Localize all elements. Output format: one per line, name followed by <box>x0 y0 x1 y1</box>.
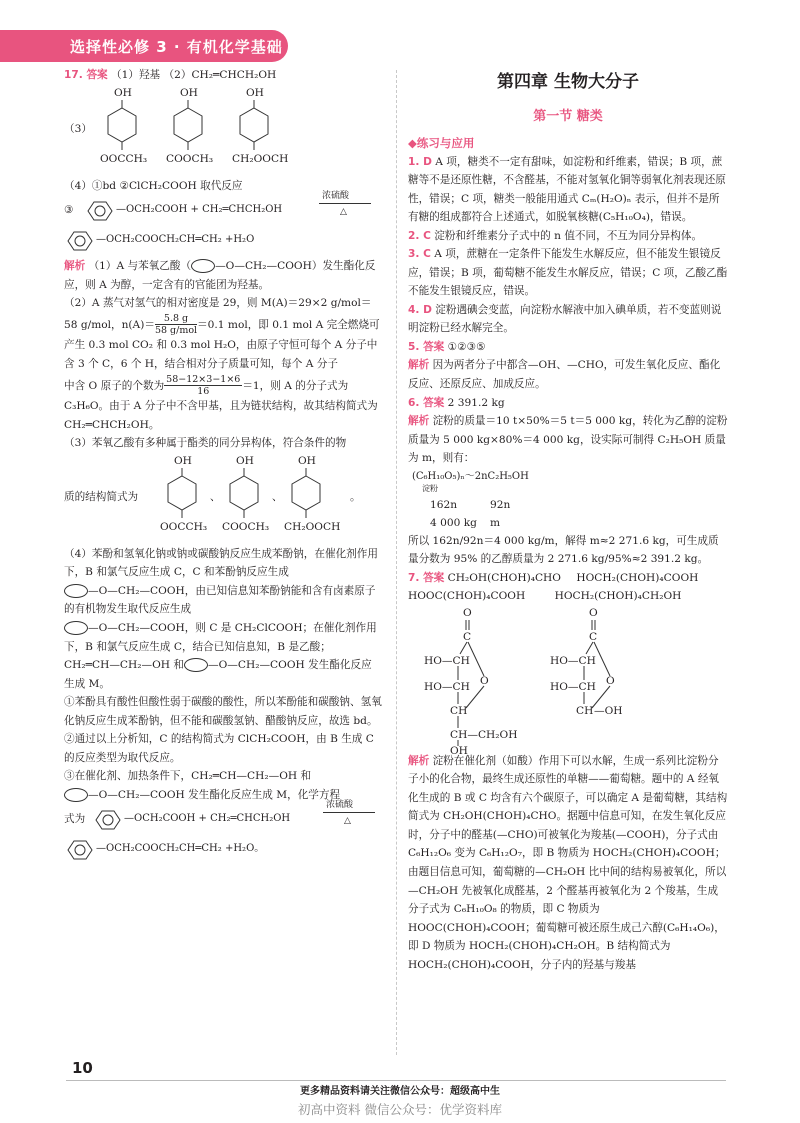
iso2-top: OH <box>236 454 254 467</box>
sep1: 、 <box>210 490 221 503</box>
eq1-right: —OCH₂COOCH₂CH═CH₂ +H₂O <box>96 234 255 246</box>
struct3-top: OH <box>246 86 264 99</box>
exp1b: —O—CH₂—COOH）发生酯化反应，则 A 为醇，一定含有的官能团为羟基。 <box>64 260 376 291</box>
benzene-icon <box>64 788 88 802</box>
carbonyl-o: O <box>463 606 472 619</box>
q17-tag: 17. 答案 <box>64 69 108 81</box>
ho-ch-4: HO—CH <box>550 680 596 693</box>
equation-1 <box>64 191 382 225</box>
eq2-cond-bot: △ <box>344 816 351 827</box>
eq2-left: —OCH₂COOH + CH₂═CHCH₂OH <box>124 813 291 825</box>
footer-line-2: 初高中资料 微信公众号：优学资料库 <box>298 1102 502 1117</box>
frac-den: 16 <box>197 385 210 397</box>
iso3-bot: CH₂OOCH <box>284 520 341 533</box>
footer-line-1: 更多精品资料请关注微信公众号：超级高中生 <box>300 1086 500 1097</box>
exp4a: （4）苯酚和氢氧化钠或钠或碳酸钠反应生成苯酚钠，在催化剂作用下，B 和氯气反应生成 C，C 和苯酚钠反应生成 <box>64 547 378 579</box>
struct2-top: OH <box>180 86 198 99</box>
q5-tag: 5. 答案 <box>408 340 445 353</box>
q6-exp: 淀粉的质量＝10 t×50%＝5 t＝5 000 kg，转化为乙醇的淀粉质量为 5 000 kg×80%＝4 000 kg，设实际可制得 C₂H₅OH 质量为 m，则有： <box>408 415 728 465</box>
eq1-left: —OCH₂COOH + CH₂═CHCH₂OH <box>116 204 283 216</box>
q5-answer: ①②③⑤ <box>447 340 486 353</box>
fraction-o <box>164 374 242 398</box>
benzene-icon <box>64 584 88 598</box>
lactone-structures <box>408 606 728 757</box>
q6-m: m <box>490 516 501 529</box>
exp2d-1: 中含 O 原子的个数为 <box>64 379 165 392</box>
left-column <box>64 66 382 1056</box>
carbonyl-c-2: C <box>589 630 598 643</box>
fraction-n <box>155 313 197 337</box>
exp3-structures <box>64 456 382 542</box>
struct1-bot: OOCCH₃ <box>100 152 148 165</box>
section-title: 第一节 糖类 <box>533 108 603 124</box>
carbonyl-o-2: O <box>589 606 598 619</box>
exp3: （3）苯氧乙酸有多种属于酯类的同分异构体，符合条件的物 <box>64 437 347 450</box>
iso1-top: OH <box>174 454 192 467</box>
exp2b-1: 58 g/mol，n(A)＝ <box>64 318 155 331</box>
q6-exp-tag: 解析 <box>408 415 430 428</box>
frac-den: 58 g/mol <box>154 325 198 337</box>
eq1-cond-top: 浓硫酸 <box>322 191 350 202</box>
exp2c: 产生 0.3 mol CO₂ 和 0.3 mol H₂O，由原子守恒可每个 A 分子中含 3 个 C，6 个 H，结合相对分子质量可知，每个 A 分子 <box>64 339 378 370</box>
iso-end: 。 <box>350 490 361 503</box>
q7-b: HOCH₂(CHOH)₄COOH <box>576 571 699 584</box>
q5-exp: 因为两者分子中都含—OH、—CHO，可发生氧化反应、酯化反应、还原反应、加成反应。 <box>408 359 721 390</box>
eq2-cond-top: 浓硫酸 <box>326 800 354 811</box>
right-column <box>408 66 728 1056</box>
q4-tag: 4. D <box>408 303 432 316</box>
q7-tag: 7. 答案 <box>408 571 445 584</box>
q3-tag: 3. C <box>408 248 431 261</box>
ring2-ch-oh: —OH <box>594 704 623 717</box>
q1-text: A 项，糖类不一定有甜味，如淀粉和纤维素，错误；B 项，蔗糖等不是还原性糖，不含醛基，不能对氢氧化铜等弱氧化剂表现还原性，错误；C 项，糖类一般能用通式 Cₘ(H₂O)ₙ 表示，但并不是所有糖的组成都符合上述通式，如脱氧核糖(C₅H₁₀O₄)，错误。 <box>408 155 726 224</box>
q17-part4: （4）①bd ②ClCH₂COOH 取代反应 <box>64 179 243 192</box>
iso3-top: OH <box>298 454 316 467</box>
exp4b: —O—CH₂—COOH，由已知信息知苯酚钠能和含有卤素原子的有机物发生取代反应生成 <box>64 584 376 616</box>
oh-bottom: OH <box>450 744 468 757</box>
q6-92: 92n <box>490 498 511 511</box>
ho-ch-3: HO—CH <box>550 654 596 667</box>
exp4g: ②通过以上分析知，C 的结构简式为 ClCH₂COOH，由 B 生成 C 的反应类型为取代反应。 <box>64 733 374 764</box>
equation-1-product <box>64 227 382 255</box>
ho-ch-1: HO—CH <box>424 654 470 667</box>
exp2b-2: ＝0.1 mol，即 0.1 mol A 完全燃烧可 <box>197 318 380 331</box>
q7-exp: 淀粉在催化剂（如酸）作用下可以水解，生成一系列比淀粉分子小的化合物，最终生成还原性的单糖——葡萄糖。题中的 A 经氧化生成的 B 或 C 均含有六个碳原子，可以确定 A 是葡萄糖，其结构简式为 CH₂OH(CHOH)₄CHO。据题中信息可知，在发生氧化反应时，分子中的醛基(—CHO)可被氧化为羧基(—COOH)，分子式由 C₆H₁₂O₆ 变为 C₆H₁₂O₇，即 B 物质为 HOCH₂(CHOH)₄COOH；由题目信息可知，葡萄糖的—CH₂OH 比中间的结构易被氧化，所以—CH₂OH 先被氧化成醛基，2 个醛基再被氧化为 2 个羧基，生成分子式为 C₆H₁₀O₈ 的物质，即 C 物质为 HOOC(CHOH)₄COOH；葡萄糖可被还原生成己六醇(C₆H₁₄O₆)，即 D 物质为 HOCH₂(CHOH)₄CH₂OH。B 结构简式为 HOCH₂(CHOH)₄COOH，分子内的羟基与羧基 <box>408 754 728 971</box>
q3-text: A 项，蔗糖在一定条件下能发生水解反应，但不能发生银镜反应，错误；B 项，葡萄糖不能发生水解反应，错误；C 项，乙酸乙酯不能发生银镜反应，错误。 <box>408 248 728 298</box>
q1-tag: 1. D <box>408 155 432 168</box>
exp4f: ①苯酚具有酸性但酸性弱于碳酸的酸性，所以苯酚能和碳酸钠、氢氧化钠反应生成苯酚钠，但不能和碳酸氢钠、醋酸钠反应，故选 bd。 <box>64 696 382 727</box>
exp2e: C₃H₆O。由于 A 分子中不含甲基，且为链状结构，故其结构简式为 CH₂═CHCH₂OH。 <box>64 400 378 431</box>
frac-num: 5.8 g <box>155 313 197 325</box>
exp4j: 式为 <box>64 813 86 826</box>
eq2-arrow <box>323 812 375 813</box>
benzene-icon <box>184 658 208 672</box>
exp4c: —O—CH₂—COOH，则 C 是 CH₂ClCOOH；在催化剂作用下，B 和氯气反应生成 C，结合已知信息知，B 是乙酸； <box>64 622 377 653</box>
chapter-title: 第四章 生物大分子 <box>497 72 639 92</box>
header-title: 选择性必修 3 · 有机化学基础 <box>70 38 283 56</box>
benzene-icon <box>84 200 118 222</box>
q7-c: HOOC(CHOH)₄COOH <box>408 590 526 603</box>
ho-ch-2: HO—CH <box>424 680 470 693</box>
frac-num: 58−12×3−1×6 <box>166 373 241 385</box>
q7-d: HOCH₂(CHOH)₄CH₂OH <box>554 590 682 603</box>
q6-4000: 4 000 kg <box>430 516 477 529</box>
q17-part3-label: （3） <box>64 122 92 135</box>
exp4h: ③在催化剂、加热条件下，CH₂═CH—CH₂—OH 和 <box>64 770 312 783</box>
carbonyl-c: C <box>463 630 472 643</box>
iso2-bot: COOCH₃ <box>222 520 270 533</box>
eq1-cond-bot: △ <box>340 207 347 218</box>
page-number: 10 <box>72 1059 93 1077</box>
q6-rel: (C₆H₁₀O₅)ₙ～2nC₂H₅OH <box>412 470 529 482</box>
q6-rel-sub: 淀粉 <box>422 483 438 493</box>
eq1-arrow <box>319 203 371 204</box>
struct3-bot: CH₂OOCH <box>232 152 289 165</box>
benzene-icon <box>92 809 126 831</box>
column-divider <box>396 70 397 1055</box>
q6-relation <box>408 468 728 532</box>
exp-tag: 解析 <box>64 260 86 273</box>
exp3b: 质的结构简式为 <box>64 490 139 503</box>
q6-162: 162n <box>430 498 458 511</box>
eq2-right: —OCH₂COOCH₂CH═CH₂ +H₂O。 <box>96 843 265 855</box>
benzene-icon <box>64 621 88 635</box>
q17-part1: （1）羟基 （2）CH₂═CHCH₂OH <box>111 69 277 81</box>
ring2-ch: CH <box>576 704 594 717</box>
footer-rule <box>66 1080 726 1081</box>
struct2-bot: COOCH₃ <box>166 152 214 165</box>
q2-text: 淀粉和纤维素分子式中的 n 值不同，不互为同分异构体。 <box>434 229 703 242</box>
ring-o-1: O <box>480 674 489 687</box>
q6-end: 所以 162n/92n＝4 000 kg/m，解得 m≈2 271.6 kg，可生成质量分数为 95% 的乙醇质量为 2 271.6 kg/95%≈2 391.2 kg。 <box>408 534 719 566</box>
q6-answer: 2 391.2 kg <box>447 396 505 409</box>
ring-o-2: O <box>606 674 615 687</box>
exp4i: —O—CH₂—COOH 发生酯化反应生成 M，化学方程 <box>88 788 341 801</box>
q7-a: CH₂OH(CHOH)₄CHO <box>447 571 561 584</box>
q17-structures <box>64 88 382 174</box>
struct1-top: OH <box>114 86 132 99</box>
q6-tag: 6. 答案 <box>408 396 445 409</box>
benzene-icon <box>191 259 215 273</box>
iso1-bot: OOCCH₃ <box>160 520 208 533</box>
exp4e: —O—CH₂—COOH 发生酯化反应生成 M。 <box>64 659 372 690</box>
ring-ch: CH <box>450 704 468 717</box>
benzene-icon <box>64 839 98 861</box>
exp2d-2: ＝1，则 A 的分子式为 <box>242 379 349 392</box>
exp1a: （1）A 与苯氧乙酸（ <box>88 260 192 273</box>
exp4d: CH₂═CH—CH₂—OH 和 <box>64 659 184 672</box>
q4-text: 淀粉遇碘会变蓝，向淀粉水解液中加入碘单质，若不变蓝则说明淀粉已经水解完全。 <box>408 303 722 335</box>
equation-2-product <box>64 836 382 864</box>
benzene-icon <box>64 230 98 252</box>
ch-chain: CH—CH₂OH <box>450 728 518 741</box>
practice-heading: ◆练习与应用 <box>408 135 475 150</box>
equation-2 <box>64 800 382 834</box>
sep2: 、 <box>272 490 283 503</box>
q7-exp-tag: 解析 <box>408 754 430 767</box>
q5-exp-tag: 解析 <box>408 359 430 372</box>
eq1-circle: ③ <box>64 204 74 217</box>
exp2a: （2）A 蒸气对氢气的相对密度是 29，则 M(A)＝29×2 g/mol＝ <box>64 297 372 310</box>
q2-tag: 2. C <box>408 229 431 242</box>
